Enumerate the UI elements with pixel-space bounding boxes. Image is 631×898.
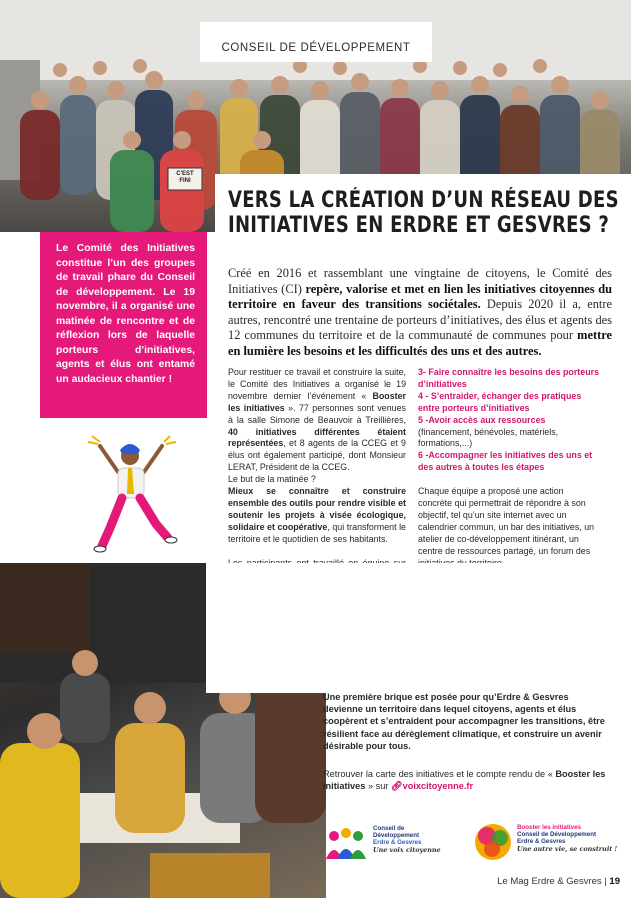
col1-text: , et 8 agents de la CCEG et 9 élus ont également participé, dont Monsieur LERAT, Président de la CCEG.	[228, 438, 406, 473]
objective-4: 4 - S’entraider, échanger des pratiques entre porteurs d’initiatives	[418, 390, 582, 413]
logo1-line-2: Développement	[373, 832, 420, 840]
page-number: 19	[609, 876, 620, 887]
conseil-developpement-logo	[326, 823, 446, 861]
logo1-tagline: Une voix citoyenne	[373, 845, 441, 854]
col1-text: , qui transforment le territoire et le quotidien de ses habitants.	[228, 521, 406, 544]
resource-event: Booster les initiatives	[323, 769, 606, 792]
title-line-1: VERS LA CRÉATION D’UN RÉSEAU DES	[228, 188, 619, 213]
lead-text-1: Créé en 2016 et rassemblant une vingtaine de citoyens, le Comité des Initiatives (CI)	[228, 266, 612, 296]
intro-sidebar-text: Le Comité des Initiatives constitue l’un des groupes de travail phare du Conseil de développement. Le 19 novembre, il a organisé une matinée de rencontre et de réflexion lors de laquelle porteurs d’initiatives, agents et élus ont entamé un audacieux chantier !	[56, 243, 195, 385]
lead-paragraph	[228, 266, 612, 360]
website-link[interactable]	[391, 781, 473, 791]
objective-5-detail: (financement, bénévoles, matériels, formations,...)	[418, 426, 559, 449]
magazine-name: Le Mag Erdre & Gesvres	[497, 876, 602, 887]
objective-5: 5 -Avoir accès aux ressources	[418, 414, 546, 425]
booster-logo	[473, 820, 623, 864]
resource-after: » sur	[365, 781, 391, 792]
lead-bold-2: mettre en lumière les besoins et les difficultés des uns et des autres.	[228, 328, 612, 358]
article-title	[228, 188, 623, 238]
col1-question: Le but de la matinée ?	[228, 474, 316, 485]
conclusion-paragraph: Une première brique est posée pour qu’Erdre & Gesvres devienne un territoire dans lequel citoyens, agents et élus coopèrent et s’entraident pour accompagner les transitions, être résilient face au dérèglement climatique, et construire un avenir désirable pour tous.	[323, 692, 605, 751]
logo2-line-3: Erdre & Gesvres	[517, 838, 566, 846]
logo2-line-2: Conseil de Développement	[517, 831, 597, 839]
section-title: CONSEIL DE DÉVELOPPEMENT	[221, 42, 411, 54]
dancer-illustration	[72, 428, 192, 556]
link-icon: 🔗︎	[390, 781, 403, 792]
col2-actions: Chaque équipe a proposé une action concrète qui permettrait de répondre à son objectif, tel qu’un site internet avec un calendrier commun, un bar des initiatives, un atelier de co-développement itinérant, un centre de ressources partagé, un forum des	[418, 486, 595, 556]
text-panel	[206, 563, 631, 693]
section-label	[200, 22, 432, 62]
col1-text: ». 77 personnes sont venues à la salle Simone de Beauvoir à Treillières,	[228, 402, 406, 425]
col1-event-name: Booster les initiatives	[228, 390, 406, 413]
logo1-line-1: Conseil de	[373, 825, 405, 832]
title-line-2: INITIATIVES EN ERDRE ET GESVRES ?	[228, 213, 610, 238]
objective-3: 3- Faire connaître les besoins des porteurs d’initiatives	[418, 367, 600, 389]
col1-goal: Mieux se connaître et construire ensemble des outils pour rendre visible et soutenir les projets à visée écologique, solidaire et coopérative	[228, 486, 406, 532]
booster-circle-icon	[473, 822, 513, 862]
logo2-title: Booster les initiatives	[517, 824, 581, 831]
resource-note	[323, 768, 613, 792]
intro-sidebar	[40, 232, 207, 418]
col1-bold-initiatives: 40 initiatives différentes étaient représentées	[228, 426, 406, 449]
resource-text: Retrouver la carte des initiatives et le compte rendu de «	[323, 769, 556, 779]
logo2-tagline: Une autre vie, se construit !	[517, 844, 618, 853]
col1-text: Pour restituer ce travail et construire la suite, le Comité des Initiatives a organisé le 19 novembre dernier l’événement «	[228, 367, 406, 401]
lead-text-2: Depuis 2020 il a, entre autres, rencontré une trentaine de porteurs d’initiatives, des élus et agents des 12 communes du territoire et de la communauté de communes pour	[228, 297, 613, 343]
people-logo-icon	[326, 827, 370, 859]
sign-text: C'EST FINI	[176, 171, 194, 184]
logo1-line-3: Erdre & Gesvres	[373, 839, 422, 847]
footer-separator: |	[604, 876, 607, 887]
lead-bold-1: repère, valorise et met en lien les initiatives citoyennes du territoire en faveur des transitions sociétales.	[228, 281, 612, 312]
objective-6: 6 -Accompagner les initiatives des uns et des autres à toutes les étapes	[418, 450, 593, 473]
website-url: voixcitoyenne.fr	[402, 781, 474, 792]
page-footer	[470, 876, 620, 887]
